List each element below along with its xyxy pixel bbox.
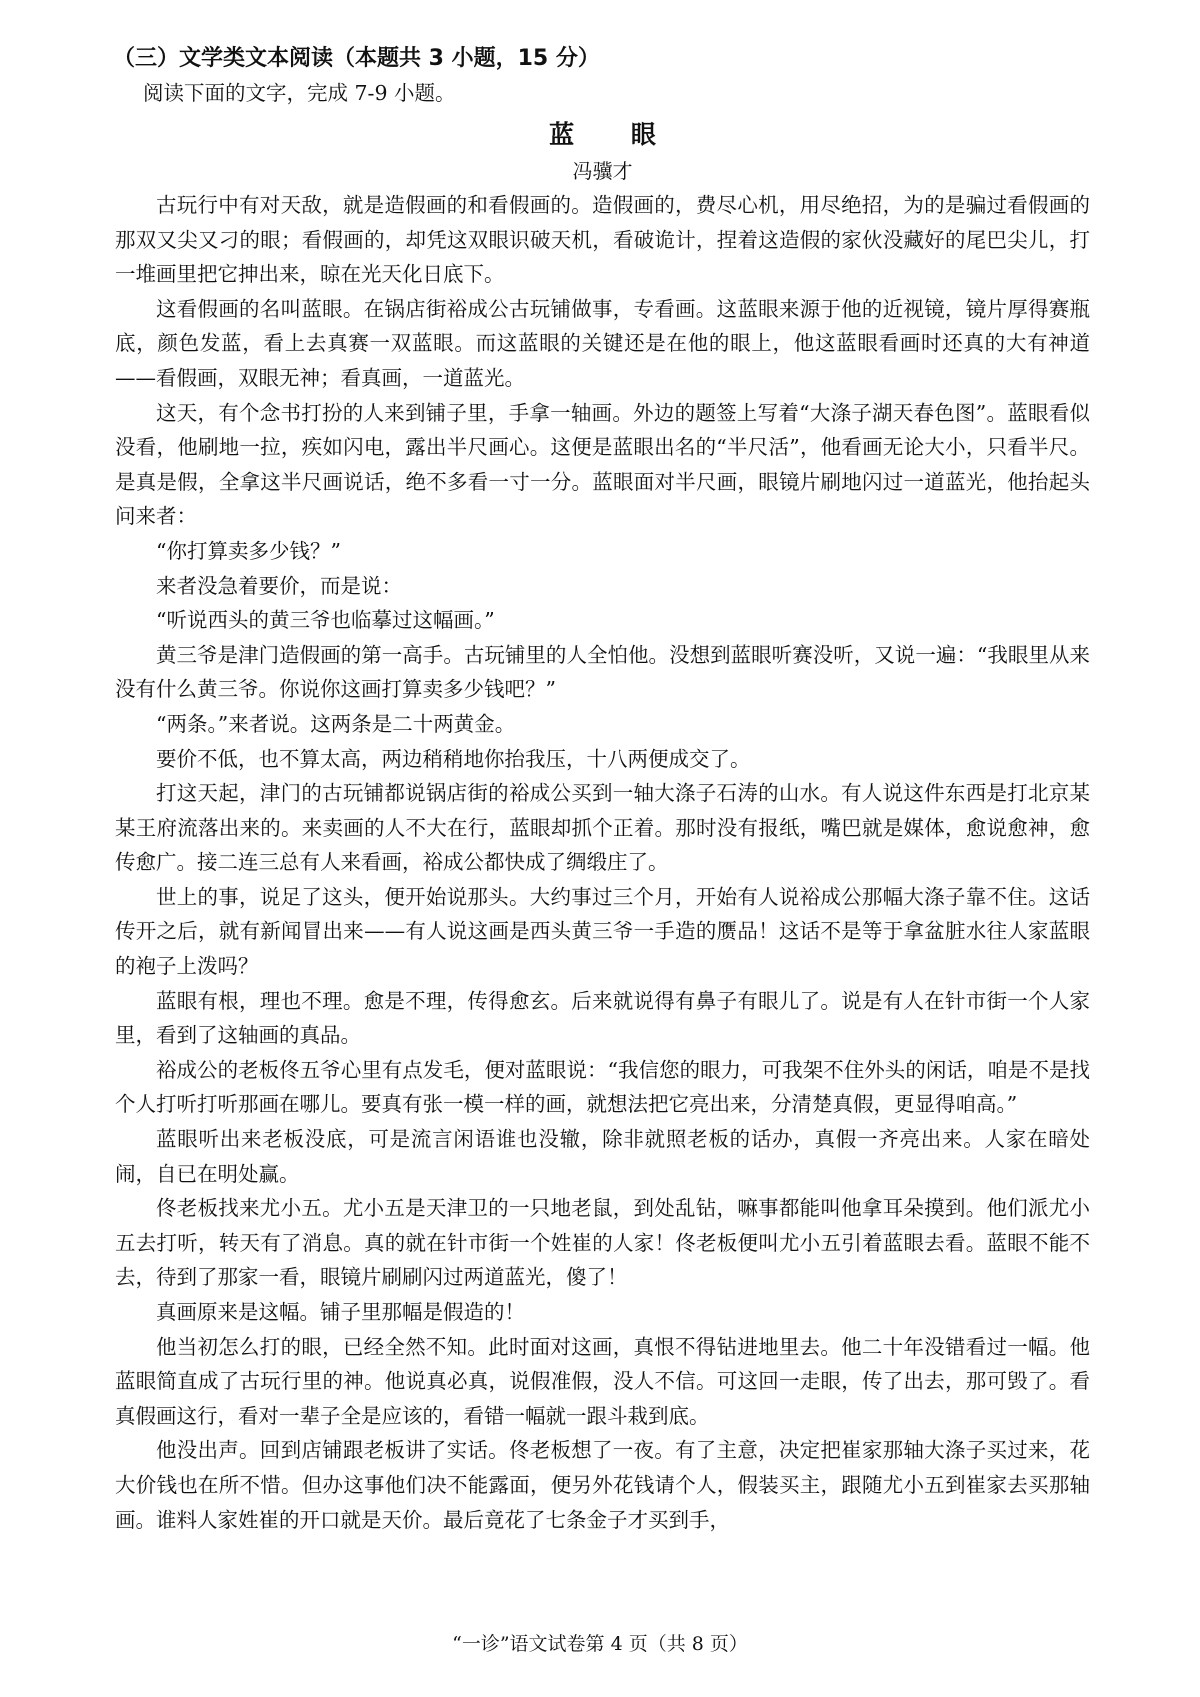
paragraph: 这看假画的名叫蓝眼。在锅店街裕成公古玩铺做事，专看画。这蓝眼来源于他的近视镜，镜片厚得赛瓶底，颜色发蓝，看上去真赛一双蓝眼。而这蓝眼的关键还是在他的眼上，他这蓝眼看画时还真的大有神道——看假画，双眼无神；看真画，一道蓝光。	[115, 296, 1090, 390]
paragraph: 裕成公的老板佟五爷心里有点发毛，便对蓝眼说：“我信您的眼力，可我架不住外头的闲话，咱是不是找个人打听打听那画在哪儿。要真有张一模一样的画，就想法把它亮出来，分清楚真假，更显得咱高。”	[115, 1057, 1090, 1117]
paragraph: 蓝眼有根，理也不理。愈是不理，传得愈玄。后来就说得有鼻子有眼儿了。说是有人在针市街一个人家里，看到了这轴画的真品。	[115, 988, 1090, 1048]
paragraph: 黄三爷是津门造假画的第一高手。古玩铺里的人全怕他。没想到蓝眼听赛没听，又说一遍：“我眼里从来没有什么黄三爷。你说你这画打算卖多少钱吧？”	[115, 642, 1090, 702]
article-author: 冯骥才	[572, 159, 633, 183]
paragraph: 他当初怎么打的眼，已经全然不知。此时面对这画，真恨不得钻进地里去。他二十年没错看过一幅。他蓝眼简直成了古玩行里的神。他说真必真，说假准假，没人不信。可这回一走眼，传了出去，那可毁了。看真假画这行，看对一辈子全是应该的，看错一幅就一跟斗栽到底。	[115, 1334, 1090, 1428]
paragraph: 真画原来是这幅。铺子里那幅是假造的！	[156, 1300, 525, 1324]
paragraph: “两条。”来者说。这两条是二十两黄金。	[156, 711, 516, 736]
paragraph: 蓝眼听出来老板没底，可是流言闲语谁也没辙，除非就照老板的话办，真假一齐亮出来。人家在暗处闹，自已在明处赢。	[115, 1127, 1090, 1186]
paragraph: “你打算卖多少钱？”	[156, 538, 341, 563]
article-body	[115, 188, 1090, 1537]
exam-page	[115, 42, 1090, 1537]
paragraph: 打这天起，津门的古玩铺都说锅店街的裕成公买到一轴大涤子石涛的山水。有人说这件东西是打北京某某王府流落出来的。来卖画的人不大在行，蓝眼却抓个正着。那时没有报纸，嘴巴就是媒体，愈说愈神，愈传愈广。接二连三总有人来看画，裕成公都快成了绸缎庄了。	[115, 781, 1090, 875]
paragraph: 要价不低，也不算太高，两边稍稍地你抬我压，十八两便成交了。	[156, 746, 751, 771]
paragraph: 世上的事，说足了这头，便开始说那头。大约事过三个月，开始有人说裕成公那幅大涤子靠不住。这话传开之后，就有新闻冒出来——有人说这画是西头黄三爷一手造的赝品！这话不是等于拿盆脏水往人家蓝眼的袍子上泼吗？	[115, 884, 1090, 979]
paragraph: 来者没急着要价，而是说：	[156, 573, 402, 598]
paragraph: “听说西头的黄三爷也临摹过这幅画。”	[156, 608, 495, 633]
page-footer: “一诊”语文试卷第 4 页（共 8 页）	[452, 1633, 748, 1655]
paragraph: 他没出声。回到店铺跟老板讲了实话。佟老板想了一夜。有了主意，决定把崔家那轴大涤子买过来，花大价钱也在所不惜。但办这事他们决不能露面，便另外花钱请个人，假装买主，跟随尤小五到崔家去买那轴画。谁料人家姓崔的开口就是天价。最后竟花了七条金子才买到手，	[115, 1438, 1090, 1532]
article-title: 蓝 眼	[549, 120, 680, 149]
paragraph: 这天，有个念书打扮的人来到铺子里，手拿一轴画。外边的题签上写着“大涤子湖天春色图”。蓝眼看似没看，他刷地一拉，疾如闪电，露出半尺画心。这便是蓝眼出名的“半尺活”，他看画无论大小，只看半尺。是真是假，全拿这半尺画说话，绝不多看一寸一分。蓝眼面对半尺画，眼镜片刷地闪过一道蓝光，他抬起头问来者：	[115, 400, 1090, 529]
reading-instruction: 阅读下面的文字，完成 7-9 小题。	[143, 81, 456, 105]
paragraph: 古玩行中有对天敌，就是造假画的和看假画的。造假画的，费尽心机，用尽绝招，为的是骗过看假画的那双又尖又刁的眼；看假画的，却凭这双眼识破天机，看破诡计，捏着这造假的家伙没藏好的尾巴尖儿，打一堆画里把它抻出来，晾在光天化日底下。	[115, 193, 1090, 287]
paragraph: 佟老板找来尤小五。尤小五是天津卫的一只地老鼠，到处乱钻，嘛事都能叫他拿耳朵摸到。他们派尤小五去打听，转天有了消息。真的就在针市街一个姓崔的人家！佟老板便叫尤小五引着蓝眼去看。蓝眼不能不去，待到了那家一看，眼镜片刷刷闪过两道蓝光，傻了！	[115, 1196, 1090, 1290]
section-heading: （三）文学类文本阅读（本题共 3 小题，15 分）	[113, 46, 600, 71]
